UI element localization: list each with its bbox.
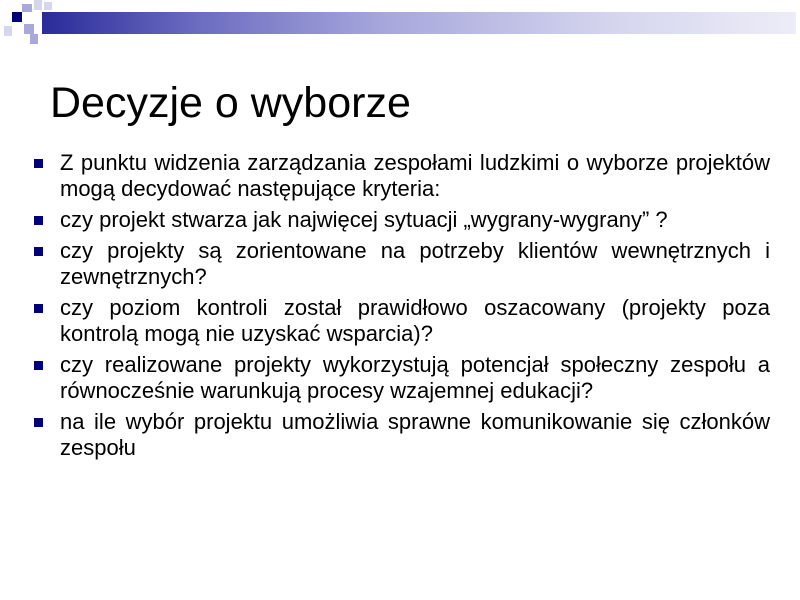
bullet-text: czy poziom kontroli został prawidłowo oszacowany (projekty poza kontrolą mogą nie uzyskać wsparcia)? xyxy=(60,295,770,346)
header-gradient-bar xyxy=(42,12,796,34)
decorative-square xyxy=(34,0,42,10)
square-bullet-icon xyxy=(34,418,43,427)
decorative-square xyxy=(44,2,52,10)
bullet-item xyxy=(30,207,770,233)
square-bullet-icon xyxy=(34,247,43,256)
slide-title: Decyzje o wyborze xyxy=(50,79,411,127)
decorative-square xyxy=(24,24,34,34)
decorative-square xyxy=(22,4,32,12)
bullet-text: czy projekt stwarza jak najwięcej sytuacji „wygrany-wygrany” ? xyxy=(60,207,668,232)
bullet-text: Z punktu widzenia zarządzania zespołami ludzkimi o wyborze projektów mogą decydować następujące kryteria: xyxy=(60,150,770,201)
bullet-item xyxy=(30,409,770,461)
square-bullet-icon xyxy=(34,361,43,370)
square-bullet-icon xyxy=(34,159,43,168)
bullet-text: na ile wybór projektu umożliwia sprawne komunikowanie się członków zespołu xyxy=(60,409,770,460)
bullet-item xyxy=(30,238,770,290)
bullet-item xyxy=(30,150,770,202)
decorative-square xyxy=(12,12,22,22)
square-bullet-icon xyxy=(34,304,43,313)
decorative-square xyxy=(30,34,38,44)
bullet-list xyxy=(30,150,770,466)
bullet-text: czy realizowane projekty wykorzystują potencjał społeczny zespołu a równocześnie warunkują procesy wzajemnej edukacji? xyxy=(60,352,770,403)
bullet-item xyxy=(30,295,770,347)
decorative-square xyxy=(4,26,12,36)
bullet-text: czy projekty są zorientowane na potrzeby klientów wewnętrznych i zewnętrznych? xyxy=(60,238,770,289)
square-bullet-icon xyxy=(34,216,43,225)
bullet-item xyxy=(30,352,770,404)
